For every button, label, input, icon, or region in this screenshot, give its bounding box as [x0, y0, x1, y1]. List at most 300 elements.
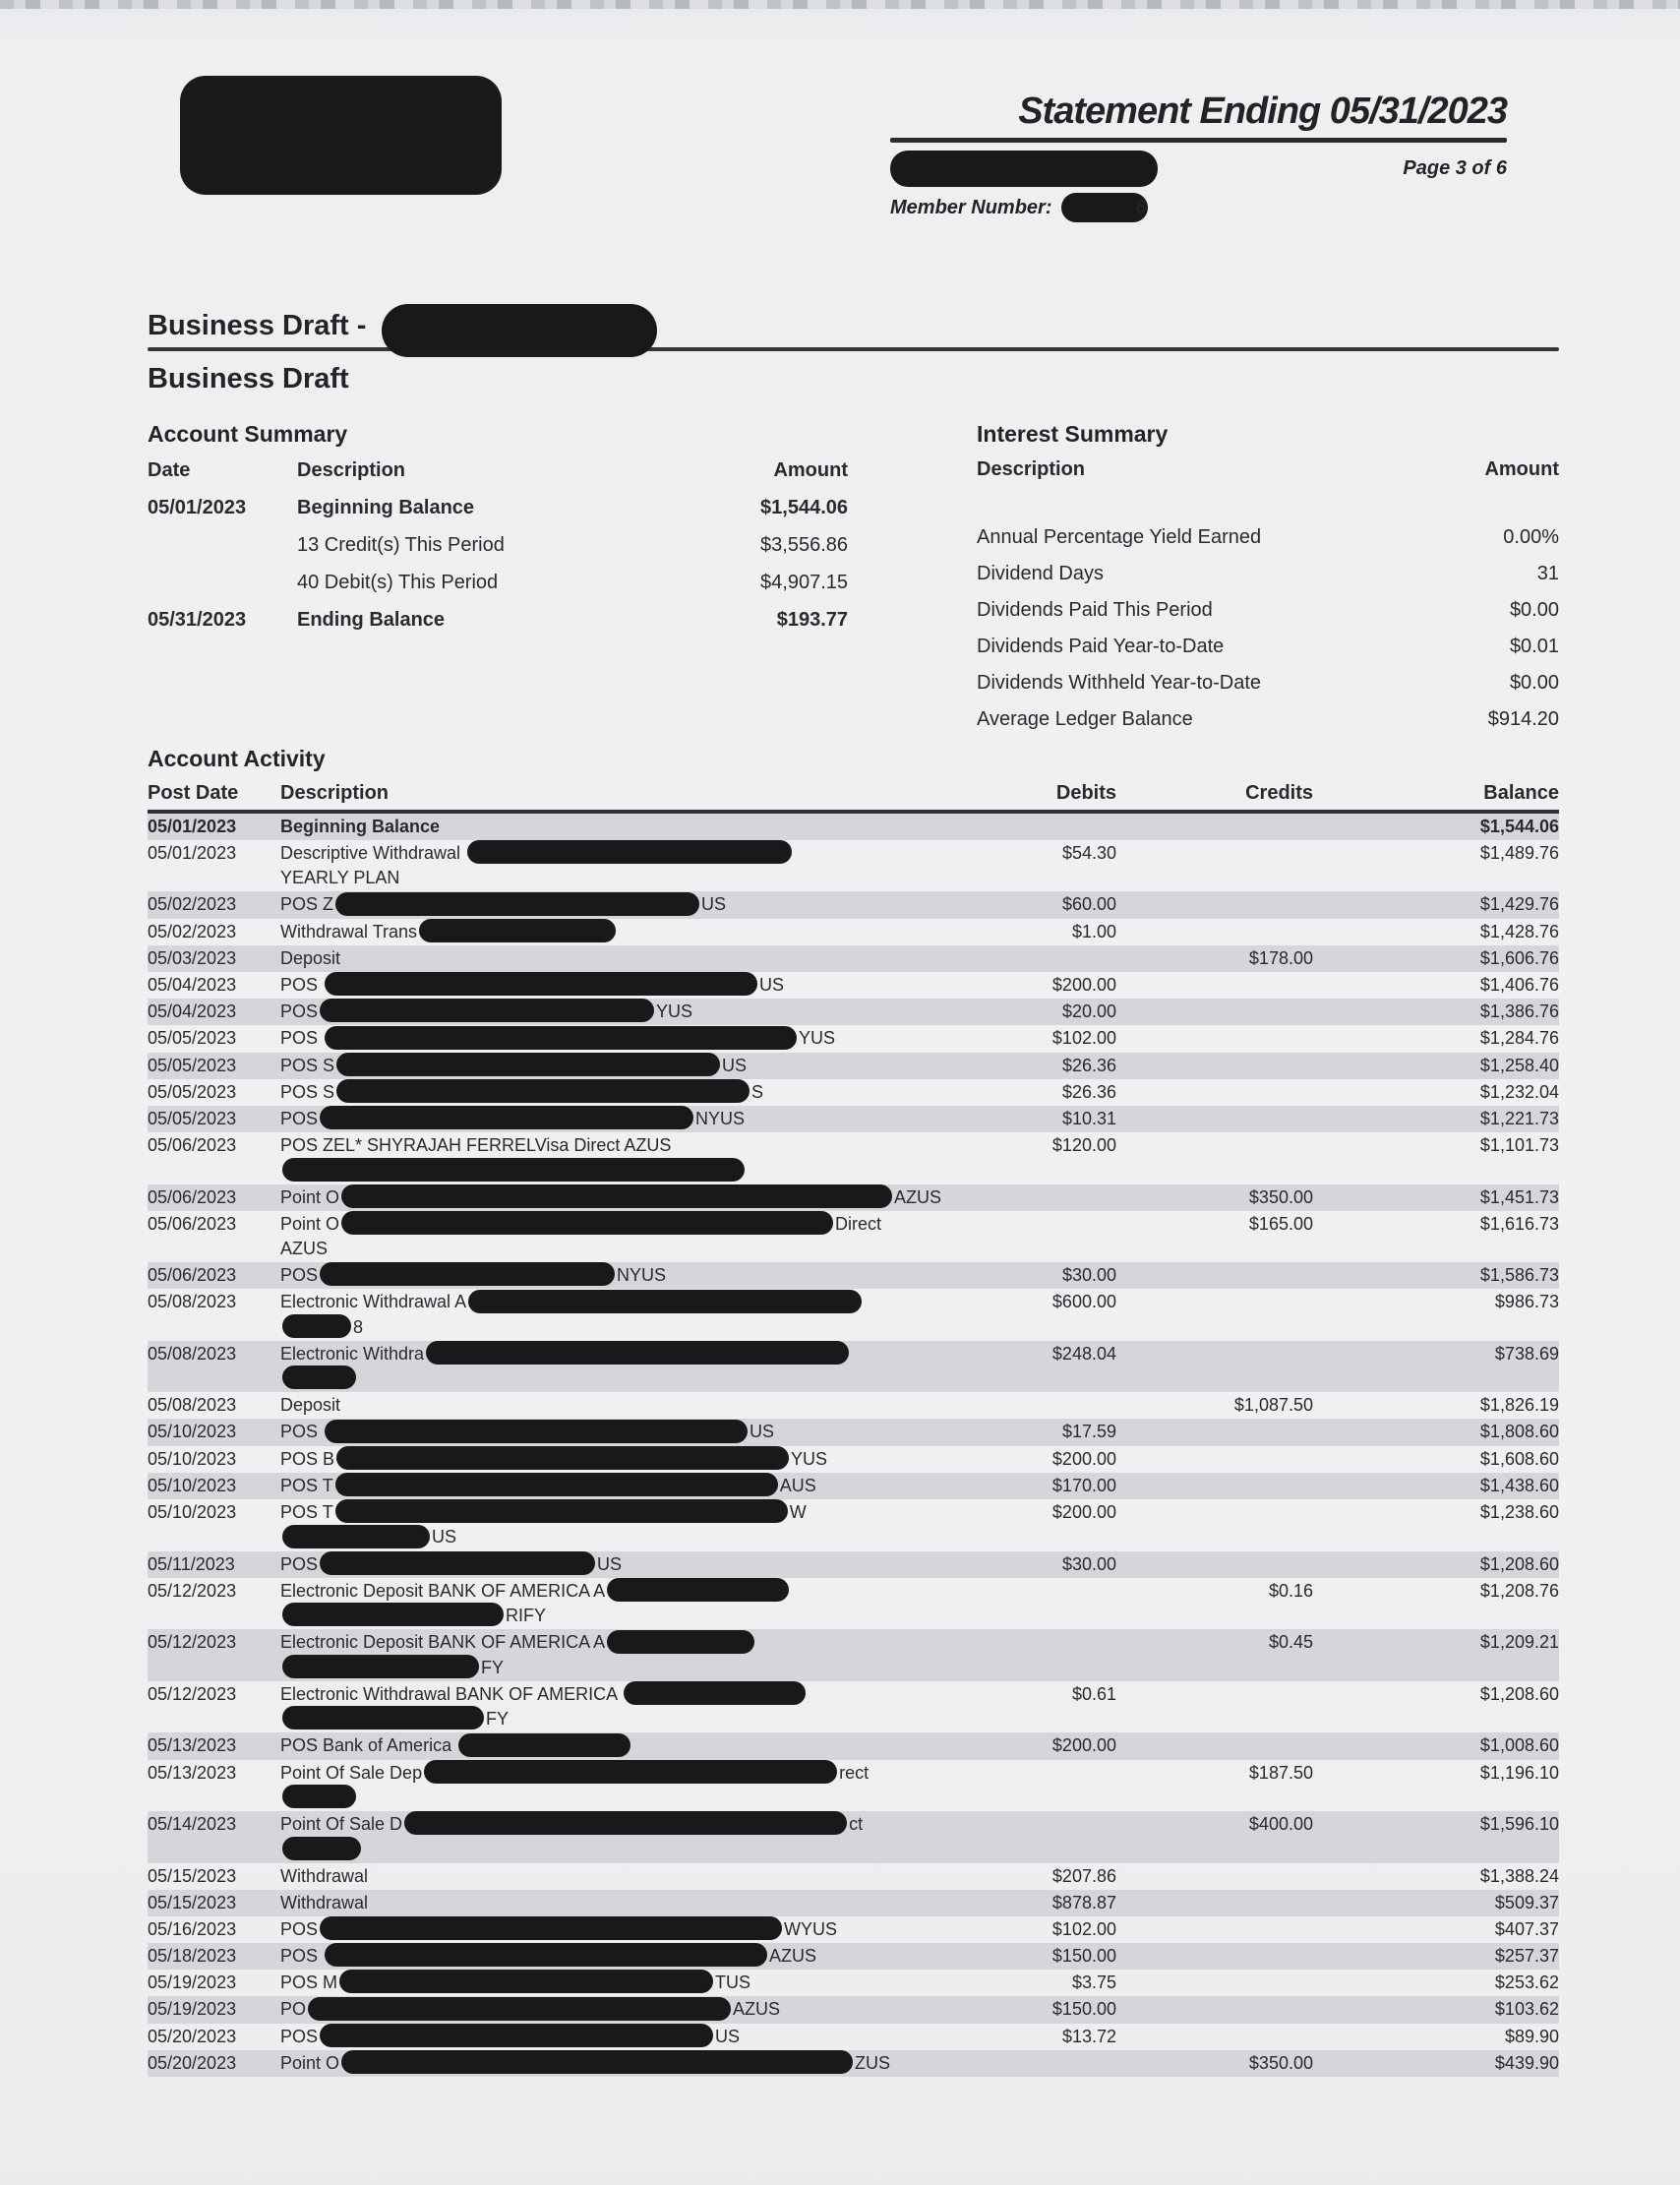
column-header-credits: Credits [1245, 782, 1313, 804]
table-row [148, 1629, 1559, 1681]
description-text: AZUS [733, 1999, 781, 2020]
cell-description [280, 1944, 998, 1969]
cell-debit: $26.36 [1061, 1055, 1116, 1075]
cell-description [280, 1500, 998, 1550]
cell-debit: $150.00 [1051, 1999, 1116, 2020]
table-row [977, 629, 1559, 665]
cell-description [280, 1263, 998, 1288]
column-header-date: Date [148, 459, 191, 481]
table-row [148, 1289, 1559, 1341]
cell-debit: $17.59 [1061, 1422, 1116, 1442]
description-line [280, 1054, 998, 1078]
description-text: FY [481, 1657, 505, 1677]
cell-post-date: 05/05/2023 [148, 1081, 237, 1102]
cell-description [280, 920, 998, 944]
table-row [148, 526, 848, 564]
cell-balance: $1,826.19 [1479, 1395, 1559, 1416]
cell-debit: $30.00 [1061, 1265, 1116, 1285]
description-text: POS M [280, 1973, 338, 1992]
redaction-bar [282, 1525, 430, 1548]
description-line [280, 1474, 998, 1498]
table-row [148, 2050, 1559, 2077]
cell-debit: $600.00 [1051, 1292, 1116, 1312]
cell-description [280, 1290, 998, 1340]
table-row [148, 1890, 1559, 1916]
table-row [148, 972, 1559, 999]
cell-post-date: 05/20/2023 [148, 2026, 237, 2046]
description-text: Direct [835, 1213, 882, 1234]
cell-credit: $178.00 [1248, 947, 1313, 968]
cell-debit: $200.00 [1051, 974, 1116, 995]
redaction-bar [320, 1916, 782, 1940]
description-text: US [750, 1422, 775, 1442]
cell-description [280, 1891, 998, 1915]
cell-balance: $1,808.60 [1479, 1422, 1559, 1442]
cell-balance: $1,586.73 [1479, 1265, 1559, 1285]
cell-description [280, 1761, 998, 1811]
redaction-bar [336, 1446, 789, 1470]
redaction-bar [335, 1499, 788, 1523]
cell-debit: $150.00 [1051, 1945, 1116, 1966]
table-row [977, 556, 1559, 592]
cell-balance: $1,208.60 [1479, 1553, 1559, 1574]
cell-post-date: 05/16/2023 [148, 1918, 237, 1939]
table-row [148, 564, 848, 601]
account-subtitle: Business Draft [148, 363, 349, 395]
cell-debit: $54.30 [1061, 843, 1116, 863]
column-header-amount: Amount [1484, 458, 1559, 480]
redaction-bar [282, 1603, 504, 1626]
cell-balance: $1,196.10 [1479, 1762, 1559, 1783]
cell-post-date: 05/12/2023 [148, 1632, 237, 1653]
cell-description: Annual Percentage Yield Earned [977, 526, 1262, 548]
redaction-bar [404, 1811, 847, 1835]
cell-balance: $407.37 [1494, 1918, 1559, 1939]
table-row [148, 1106, 1559, 1132]
cell-balance: $1,209.21 [1479, 1632, 1559, 1653]
description-line [280, 866, 998, 890]
cell-description [280, 1054, 998, 1078]
cell-description: Average Ledger Balance [977, 708, 1193, 730]
cell-description [280, 1000, 998, 1024]
cell-debit: $207.86 [1051, 1865, 1116, 1886]
table-row [148, 1132, 1559, 1184]
cell-description [280, 1107, 998, 1131]
cell-description [280, 1812, 998, 1862]
description-text: YUS [656, 1001, 693, 1021]
cell-balance: $509.37 [1494, 1892, 1559, 1912]
description-text: AZUS [280, 1239, 329, 1258]
cell-description [280, 841, 998, 890]
table-row [148, 1970, 1559, 1996]
cell-balance: $253.62 [1494, 1973, 1559, 1992]
description-line [280, 1864, 998, 1889]
description-line [280, 1500, 998, 1525]
redaction-bar [341, 1211, 833, 1235]
cell-debit: $102.00 [1051, 1028, 1116, 1049]
cell-debit: $248.04 [1051, 1343, 1116, 1364]
redaction-bar [426, 1341, 849, 1365]
cell-post-date: 05/12/2023 [148, 1683, 237, 1704]
cell-balance: $1,406.76 [1479, 974, 1559, 995]
description-text: FY [486, 1709, 510, 1729]
cell-amount: $3,556.86 [760, 534, 848, 556]
table-row [148, 1025, 1559, 1052]
cell-balance: $1,284.76 [1479, 1028, 1559, 1049]
description-line [280, 1447, 998, 1472]
description-text: POS [280, 1553, 319, 1574]
cell-credit: $350.00 [1248, 1186, 1313, 1207]
description-line [280, 2025, 998, 2049]
cell-balance: $1,616.73 [1479, 1213, 1559, 1234]
description-text: POS T [280, 1502, 333, 1522]
cell-post-date: 05/10/2023 [148, 1448, 237, 1469]
description-text: Electronic Withdra [280, 1343, 425, 1364]
column-header-balance: Balance [1483, 782, 1559, 804]
cell-balance: $1,208.76 [1479, 1580, 1559, 1601]
cell-credit: $0.45 [1268, 1632, 1313, 1653]
cell-post-date: 05/15/2023 [148, 1865, 237, 1886]
cell-description [280, 1133, 998, 1183]
table-row [148, 1341, 1559, 1393]
description-text: Point Of Sale Dep [280, 1762, 423, 1783]
redaction-bar [320, 2024, 713, 2047]
redaction-bar [325, 1420, 748, 1443]
cell-debit: $1.00 [1071, 921, 1116, 941]
table-row [148, 1551, 1559, 1578]
table-row [148, 1262, 1559, 1289]
redaction-bar [308, 1997, 731, 2021]
description-text: PO [280, 1999, 307, 2020]
cell-date: 05/01/2023 [148, 497, 247, 518]
account-summary-header [148, 452, 848, 489]
redaction-bar [282, 1785, 356, 1808]
column-header-debits: Debits [1055, 782, 1116, 804]
cell-post-date: 05/02/2023 [148, 921, 237, 941]
table-row [977, 592, 1559, 629]
description-line [280, 1366, 998, 1391]
description-text: Beginning Balance [280, 817, 441, 836]
cell-balance: $1,544.06 [1479, 817, 1559, 836]
table-row [148, 1079, 1559, 1106]
cell-description: 40 Debit(s) This Period [297, 572, 499, 593]
cell-description: Dividend Days [977, 563, 1104, 584]
redaction-bar [424, 1760, 837, 1784]
cell-credit: $0.16 [1268, 1580, 1313, 1601]
table-row [148, 840, 1559, 891]
cell-description: Ending Balance [297, 609, 446, 631]
table-row [148, 1578, 1559, 1630]
description-text: Deposit [280, 947, 341, 968]
description-line [280, 1342, 998, 1366]
column-header-post-date: Post Date [148, 782, 239, 804]
cell-debit: $10.31 [1061, 1109, 1116, 1128]
account-summary [148, 421, 848, 746]
cell-description [280, 892, 998, 917]
description-text: POS [280, 1028, 324, 1049]
table-row [148, 1760, 1559, 1812]
description-line [280, 892, 998, 917]
cell-description [280, 1026, 998, 1051]
description-line [280, 1080, 998, 1105]
description-text: Point O [280, 2052, 340, 2073]
description-text: POS [280, 1945, 324, 1966]
description-text: POS S [280, 1081, 335, 1102]
cell-description [280, 1393, 998, 1418]
description-line [280, 841, 998, 866]
cell-balance: $1,438.60 [1479, 1475, 1559, 1495]
description-text: POS B [280, 1448, 335, 1469]
table-row [148, 1863, 1559, 1890]
cell-description: Dividends Paid Year-to-Date [977, 636, 1225, 657]
cell-description: Dividends Withheld Year-to-Date [977, 672, 1262, 694]
member-number-ghost-digit: 6 [1135, 196, 1147, 218]
cell-debit: $26.36 [1061, 1081, 1116, 1102]
description-line [280, 1944, 998, 1969]
description-line [280, 1707, 998, 1731]
page-number-label: Page 3 of 6 [1403, 157, 1507, 179]
cell-post-date: 05/10/2023 [148, 1422, 237, 1442]
account-summary-rows [148, 489, 848, 638]
cell-post-date: 05/11/2023 [148, 1553, 235, 1574]
cell-description [280, 1474, 998, 1498]
cell-post-date: 05/19/2023 [148, 1973, 237, 1992]
description-line [280, 1263, 998, 1288]
cell-debit: $13.72 [1061, 2026, 1116, 2046]
statement-title: Statement Ending 05/31/2023 [1018, 91, 1507, 132]
description-text: 8 [353, 1316, 364, 1337]
cell-post-date: 05/05/2023 [148, 1109, 237, 1128]
description-text: US [432, 1527, 457, 1548]
description-line [280, 1579, 998, 1604]
column-header-description: Description [977, 458, 1086, 480]
description-line [280, 1656, 998, 1680]
cell-description [280, 2025, 998, 2049]
description-text: YUS [791, 1448, 828, 1469]
cell-balance: $1,232.04 [1479, 1081, 1559, 1102]
cell-balance: $103.62 [1494, 1999, 1559, 2020]
description-line [280, 946, 998, 971]
description-text: WYUS [784, 1918, 838, 1939]
cell-description [280, 946, 998, 971]
cell-balance: $1,451.73 [1479, 1186, 1559, 1207]
cell-description [280, 2051, 998, 2076]
description-text: Descriptive Withdrawal [280, 843, 466, 863]
cell-description: Beginning Balance [297, 497, 475, 518]
description-line [280, 1525, 998, 1549]
cell-description [280, 1447, 998, 1472]
cell-credit: $400.00 [1248, 1814, 1313, 1834]
description-line [280, 1158, 998, 1183]
redaction-bar [607, 1630, 754, 1654]
cell-debit: $120.00 [1051, 1135, 1116, 1156]
description-text: US [597, 1553, 623, 1574]
account-summary-title: Account Summary [148, 421, 348, 447]
cell-description [280, 1917, 998, 1942]
account-activity-header [148, 778, 1559, 814]
table-row [148, 891, 1559, 918]
cell-debit: $200.00 [1051, 1735, 1116, 1756]
description-text: AUS [779, 1475, 816, 1495]
cell-description [280, 1864, 998, 1889]
redacted-account-number [382, 304, 657, 357]
cell-post-date: 05/01/2023 [148, 843, 237, 863]
description-line [280, 1315, 998, 1340]
cell-post-date: 05/15/2023 [148, 1892, 237, 1912]
description-text: POS [280, 2026, 319, 2046]
cell-balance: $1,428.76 [1479, 921, 1559, 941]
redaction-bar [336, 1079, 750, 1103]
cell-amount: $4,907.15 [760, 572, 848, 593]
description-text: POS [280, 1422, 324, 1442]
description-line [280, 1971, 998, 1995]
redaction-bar [320, 1106, 693, 1129]
description-text: Electronic Withdrawal A [280, 1292, 467, 1312]
description-text: S [751, 1081, 764, 1102]
description-line [280, 1604, 998, 1628]
cell-post-date: 05/06/2023 [148, 1135, 237, 1156]
description-text: YEARLY PLAN [280, 868, 400, 888]
cell-amount: $914.20 [1487, 708, 1559, 730]
cell-post-date: 05/10/2023 [148, 1502, 237, 1522]
redaction-bar [335, 1473, 778, 1496]
cell-post-date: 05/01/2023 [148, 817, 237, 836]
table-row [148, 1473, 1559, 1499]
cell-post-date: 05/08/2023 [148, 1343, 237, 1364]
account-title-text: Business Draft - [148, 309, 367, 341]
description-line [280, 1786, 998, 1810]
description-text: Deposit [280, 1395, 341, 1416]
cell-balance: $1,258.40 [1479, 1055, 1559, 1075]
description-text: ZUS [855, 2052, 891, 2073]
description-line [280, 920, 998, 944]
cell-balance: $1,208.60 [1479, 1683, 1559, 1704]
cell-balance: $986.73 [1494, 1292, 1559, 1312]
description-text: Electronic Deposit BANK OF AMERICA A [280, 1632, 606, 1653]
cell-credit: $165.00 [1248, 1213, 1313, 1234]
table-row [148, 1419, 1559, 1445]
table-row [148, 1053, 1559, 1079]
description-text: US [701, 894, 727, 915]
table-row [148, 1446, 1559, 1473]
cell-description [280, 1212, 998, 1261]
account-activity [148, 746, 1559, 2077]
cell-amount: $0.00 [1509, 672, 1559, 694]
table-row [148, 999, 1559, 1025]
redaction-bar [339, 1970, 713, 1993]
description-text: Point O [280, 1213, 340, 1234]
cell-post-date: 05/04/2023 [148, 1001, 237, 1021]
column-header-description: Description [297, 459, 406, 481]
cell-amount: $193.77 [776, 609, 848, 631]
redaction-bar [282, 1366, 356, 1389]
account-activity-title: Account Activity [148, 746, 326, 771]
cell-description [280, 1342, 998, 1392]
redaction-bar [320, 1262, 615, 1286]
cell-balance: $1,238.60 [1479, 1502, 1559, 1522]
cell-balance: $1,608.60 [1479, 1448, 1559, 1469]
cell-balance: $1,388.24 [1479, 1865, 1559, 1886]
cell-description [280, 1630, 998, 1680]
description-line [280, 2051, 998, 2076]
cell-debit: $60.00 [1061, 894, 1116, 915]
cell-debit: $3.75 [1071, 1973, 1116, 1992]
redaction-bar [325, 972, 757, 996]
cell-description [280, 1579, 998, 1629]
description-line [280, 1891, 998, 1915]
interest-summary [977, 421, 1559, 746]
column-header-description: Description [280, 782, 390, 804]
description-text: AZUS [769, 1945, 817, 1966]
description-text: Electronic Withdrawal BANK OF AMERICA [280, 1683, 623, 1704]
description-line [280, 1552, 998, 1577]
cell-debit: $102.00 [1051, 1918, 1116, 1939]
description-line [280, 1733, 998, 1758]
table-row [148, 1499, 1559, 1551]
summaries-section [148, 421, 1559, 746]
cell-post-date: 05/04/2023 [148, 974, 237, 995]
cell-post-date: 05/06/2023 [148, 1186, 237, 1207]
redaction-bar [325, 1026, 797, 1050]
table-row [977, 665, 1559, 701]
description-text: POS [280, 1001, 319, 1021]
cell-amount: $0.01 [1509, 636, 1559, 657]
cell-credit: $1,087.50 [1233, 1395, 1313, 1416]
description-line [280, 1917, 998, 1942]
redaction-bar [341, 1184, 892, 1208]
description-line [280, 1420, 998, 1444]
table-row [148, 1211, 1559, 1262]
cell-amount: $1,544.06 [760, 497, 848, 518]
description-text: POS [280, 1265, 319, 1285]
description-text: Electronic Deposit BANK OF AMERICA A [280, 1580, 606, 1601]
description-text: Point O [280, 1186, 340, 1207]
description-text: NYUS [695, 1109, 746, 1128]
cell-post-date: 05/10/2023 [148, 1475, 237, 1495]
cell-post-date: 05/12/2023 [148, 1580, 237, 1601]
description-line [280, 1761, 998, 1786]
description-text: POS [280, 974, 324, 995]
redaction-bar [282, 1158, 745, 1182]
description-text: Point Of Sale D [280, 1814, 403, 1834]
description-text: ct [849, 1814, 864, 1834]
cell-debit: $20.00 [1061, 1001, 1116, 1021]
description-line [280, 973, 998, 998]
cell-description [280, 1682, 998, 1732]
cell-post-date: 05/13/2023 [148, 1762, 237, 1783]
description-text: US [715, 2026, 741, 2046]
cell-amount: $0.00 [1509, 599, 1559, 621]
cell-debit: $200.00 [1051, 1502, 1116, 1522]
table-row [148, 1996, 1559, 2023]
cell-debit: $878.87 [1051, 1892, 1116, 1912]
table-row [148, 1392, 1559, 1419]
description-text: RIFY [506, 1606, 547, 1625]
table-row [148, 2024, 1559, 2050]
description-line [280, 1630, 998, 1655]
cell-post-date: 05/14/2023 [148, 1814, 237, 1834]
description-text: US [722, 1055, 748, 1075]
redaction-bar [325, 1943, 767, 1967]
description-text: POS [280, 1918, 319, 1939]
description-line [280, 1185, 998, 1210]
cell-credit: $350.00 [1248, 2052, 1313, 2073]
table-row [148, 814, 1559, 840]
cell-debit: $0.61 [1071, 1683, 1116, 1704]
description-text: POS [280, 1109, 319, 1128]
cell-description: 13 Credit(s) This Period [297, 534, 505, 556]
cell-debit: $30.00 [1061, 1553, 1116, 1574]
